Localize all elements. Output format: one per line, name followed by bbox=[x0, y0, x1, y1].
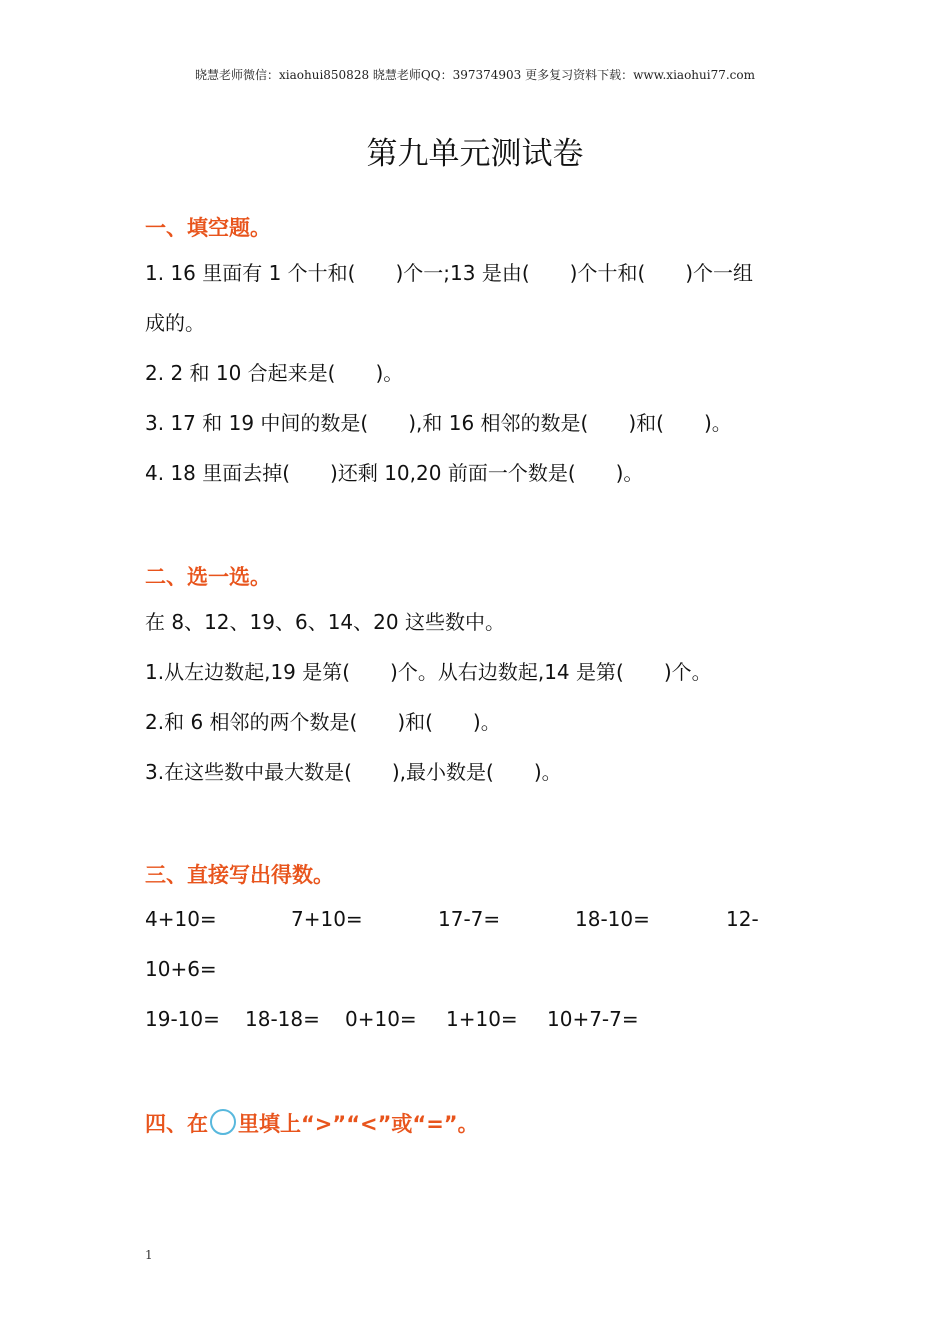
section-4-heading bbox=[145, 1108, 479, 1138]
calc-item: 18-10= bbox=[575, 907, 650, 931]
section-3-heading: 三、直接写出得数。 bbox=[145, 863, 334, 887]
calc-item: 1+10= bbox=[446, 1007, 518, 1031]
question-line: 3. 17 和 19 中间的数是( ),和 16 相邻的数是( )和( )。 bbox=[145, 411, 732, 435]
question-line: 2. 2 和 10 合起来是( )。 bbox=[145, 361, 404, 385]
question-line: 3.在这些数中最大数是( ),最小数是( )。 bbox=[145, 760, 562, 784]
calc-item: 10+7-7= bbox=[547, 1007, 639, 1031]
question-line: 2.和 6 相邻的两个数是( )和( )。 bbox=[145, 710, 501, 734]
calc-item: 17-7= bbox=[438, 907, 501, 931]
page-number: 1 bbox=[145, 1248, 153, 1262]
page-title: 第九单元测试卷 bbox=[366, 136, 584, 172]
calc-item: 19-10= bbox=[145, 1007, 220, 1031]
circle-icon bbox=[210, 1109, 236, 1135]
section-1-heading: 一、填空题。 bbox=[145, 216, 271, 240]
page-header: 晓慧老师微信：xiaohui850828 晓慧老师QQ：397374903 更多复习资料下载：www.xiaohui77.com bbox=[195, 68, 755, 82]
question-line: 1.从左边数起,19 是第( )个。从右边数起,14 是第( )个。 bbox=[145, 660, 712, 684]
question-line: 4. 18 里面去掉( )还剩 10,20 前面一个数是( )。 bbox=[145, 461, 644, 485]
section-4-heading-part-a: 四、在 bbox=[145, 1112, 208, 1136]
calc-item: 18-18= bbox=[245, 1007, 320, 1031]
calc-item: 12- bbox=[726, 907, 759, 931]
section-2-heading: 二、选一选。 bbox=[145, 565, 271, 589]
calc-item: 4+10= bbox=[145, 907, 217, 931]
section-4-heading-part-b: 里填上“>”“<”或“=”。 bbox=[238, 1112, 479, 1136]
question-line: 1. 16 里面有 1 个十和( )个一;13 是由( )个十和( )个一组 bbox=[145, 261, 754, 285]
question-line: 成的。 bbox=[145, 311, 205, 335]
question-line: 在 8、12、19、6、14、20 这些数中。 bbox=[145, 610, 505, 634]
calc-item: 10+6= bbox=[145, 957, 217, 981]
calc-item: 0+10= bbox=[345, 1007, 417, 1031]
calc-item: 7+10= bbox=[291, 907, 363, 931]
